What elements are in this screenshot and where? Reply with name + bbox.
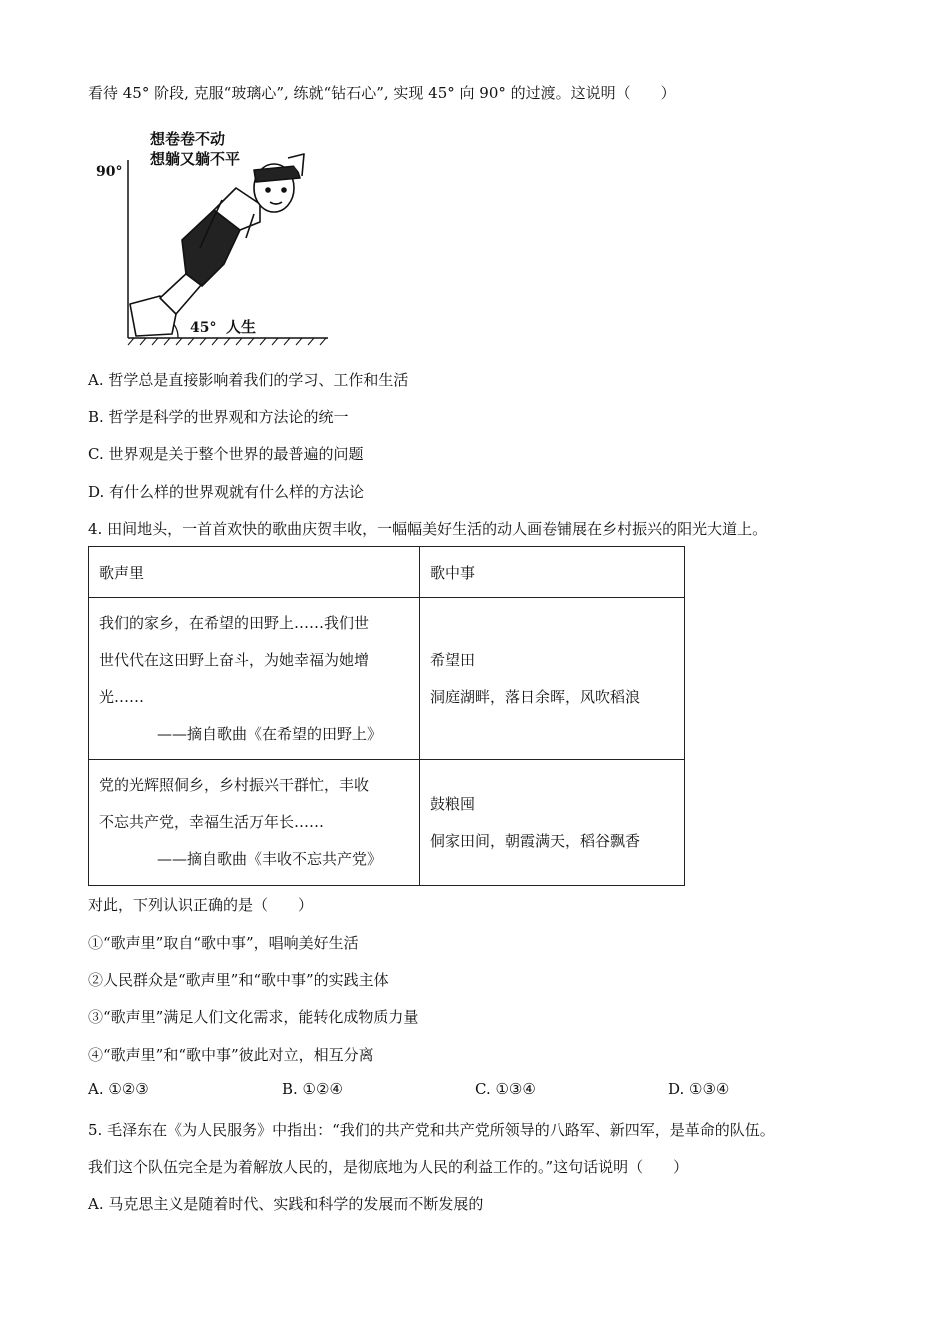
q3-stem: 看待 45° 阶段, 克服“玻璃心”, 练就“钻石心”, 实现 45° 向 90° 的过渡。这说明（ ）: [88, 84, 676, 102]
q4-statement-1: ①“歌声里”取自“歌中事”，唱响美好生活: [88, 934, 359, 952]
q4-question: 对此，下列认识正确的是（ ）: [88, 896, 314, 914]
table-header-row: [89, 547, 685, 598]
q4-choice-a: A. ①②③: [88, 1080, 149, 1098]
row1-lyrics-cell: [89, 598, 420, 760]
q4-stem: 4. 田间地头，一首首欢快的歌曲庆贺丰收，一幅幅美好生活的动人画卷铺展在乡村振兴的阳光大道上。: [88, 520, 768, 538]
top-caption-1: 想卷卷不动: [150, 130, 226, 148]
q3-option-c: C. 世界观是关于整个世界的最普遍的问题: [88, 445, 364, 463]
row2-lyric-line: 不忘共产党，幸福生活万年长……: [99, 813, 325, 831]
table-row: [89, 760, 685, 886]
row1-story-title: 希望田: [430, 650, 476, 669]
row2-lyrics-cell: [89, 760, 420, 886]
header-left: 歌声里: [89, 547, 420, 598]
angle-90-label: 90°: [96, 164, 123, 180]
person-leaning-cartoon-illustration: [90, 118, 350, 350]
q4-choice-b: B. ①②④: [282, 1080, 343, 1098]
q4-statement-2: ②人民群众是“歌声里”和“歌中事”的实践主体: [88, 971, 389, 989]
q5-option-a: A. 马克思主义是随着时代、实践和科学的发展而不断发展的: [88, 1195, 484, 1213]
q3-option-d: D. 有什么样的世界观就有什么样的方法论: [88, 483, 365, 501]
row1-story-cell: [420, 598, 685, 760]
row2-source: ——摘自歌曲《丰收不忘共产党》: [157, 850, 383, 868]
q5-stem-line-1: 5. 毛泽东在《为人民服务》中指出：“我们的共产党和共产党所领导的八路军、新四军，是革命的队伍。: [88, 1121, 775, 1139]
q4-statement-4: ④“歌声里”和“歌中事”彼此对立，相互分离: [88, 1046, 374, 1064]
q4-choice-d: D. ①③④: [668, 1080, 730, 1098]
row2-story-cell: [420, 760, 685, 886]
ground-hatching: [128, 338, 326, 345]
row2-story-text: 侗家田间，朝霞满天，稻谷飘香: [430, 831, 641, 850]
q3-option-b: B. 哲学是科学的世界观和方法论的统一: [88, 408, 349, 426]
life-label: 人生: [226, 318, 257, 336]
q4-statement-3: ③“歌声里”满足人们文化需求，能转化成物质力量: [88, 1008, 419, 1026]
table-row: [89, 598, 685, 760]
row1-story-text: 洞庭湖畔，落日余晖，风吹稻浪: [430, 687, 641, 706]
person-drawing: [130, 154, 304, 336]
row1-lyric-line: 我们的家乡，在希望的田野上……我们世: [99, 613, 370, 632]
row1-source: ——摘自歌曲《在希望的田野上》: [157, 724, 383, 743]
q4-choice-c: C. ①③④: [475, 1080, 536, 1098]
q4-choices: [88, 1080, 848, 1102]
row1-lyric-line: 世代代在这田野上奋斗，为她幸福为她增: [99, 650, 370, 669]
q3-cartoon-figure: [90, 118, 350, 350]
header-right: 歌中事: [420, 547, 685, 598]
q5-stem-line-2: 我们这个队伍完全是为着解放人民的，是彻底地为人民的利益工作的。”这句话说明（ ）: [88, 1158, 689, 1176]
row2-lyric-line: 党的光辉照侗乡，乡村振兴干群忙，丰收: [99, 776, 370, 794]
songs-table: [88, 546, 685, 886]
angle-45-label: 45°: [190, 320, 217, 336]
top-caption-2: 想躺又躺不平: [150, 150, 241, 168]
row1-lyric-line: 光……: [99, 687, 145, 706]
row2-story-title: 鼓粮囤: [430, 794, 476, 813]
q3-option-a: A. 哲学总是直接影响着我们的学习、工作和生活: [88, 371, 409, 389]
